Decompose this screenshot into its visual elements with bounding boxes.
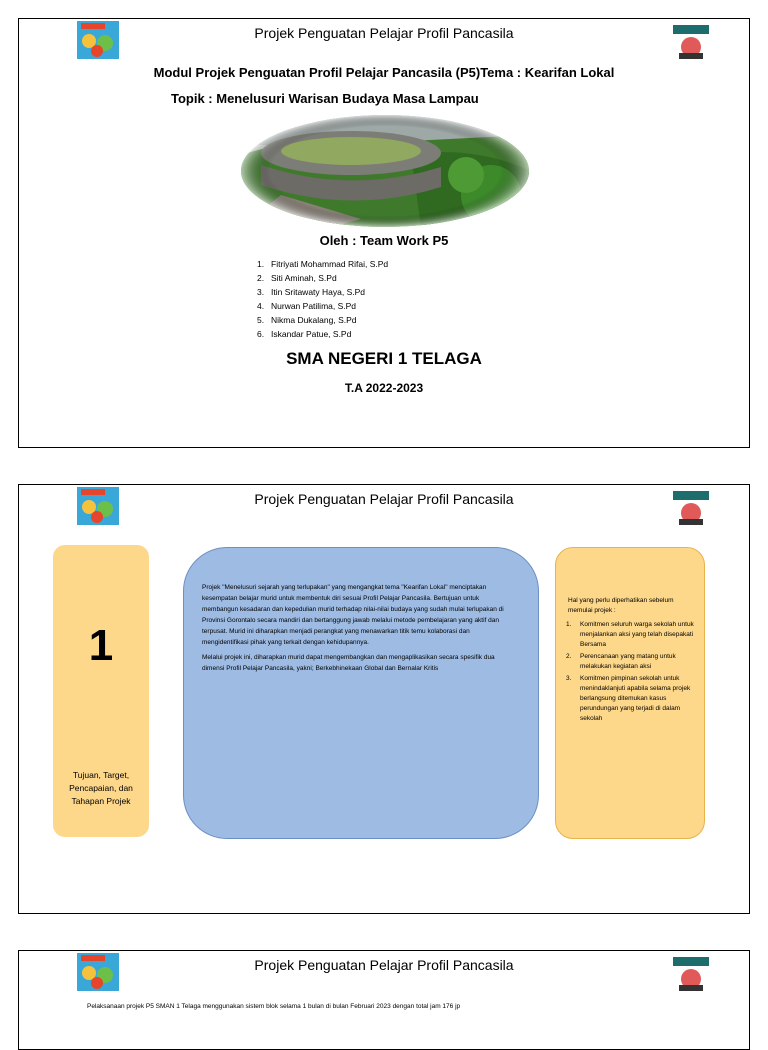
team-list [257,257,388,341]
list-item: 2. Siti Aminah, S.Pd [257,273,337,283]
p5-logo [673,957,709,993]
p5-logo [673,491,709,527]
p5-logo [673,25,709,61]
list-item: 4. Nurwan Patilima, S.Pd [257,301,357,311]
description-paragraph: Melalui projek ini, diharapkan murid dapat mengembangkan dan mengaplikasikan secara spesifik dua dimensi Profil Pelajar Pancasila, yakni; Berkebhinekaan Global dan Bernalar Kritis [202,654,495,672]
section-number-box [53,545,149,837]
project-description-box [183,547,539,839]
considerations-box [555,547,705,839]
topic-title: Topik : Menelusuri Warisan Budaya Masa Lampau [171,91,479,106]
list-item: 6. Iskandar Patue, S.Pd [257,329,352,339]
list-item: 2. Perencanaan yang matang untuk melakukan kegiatan aksi [566,653,676,670]
considerations-list [566,620,694,726]
list-item: 5. Nikma Dukalang, S.Pd [257,315,357,325]
list-item: 1. Komitmen seluruh warga sekolah untuk menjalankan aksi yang telah disepakati Bersama [566,621,694,648]
header-title: Projek Penguatan Pelajar Profil Pancasila [254,25,514,41]
header-title: Projek Penguatan Pelajar Profil Pancasila [254,491,514,507]
list-item: 3. Itin Sritawaty Haya, S.Pd [257,287,366,297]
module-title: Modul Projek Penguatan Profil Pelajar Pancasila (P5)Tema : Kearifan Lokal [153,65,615,80]
list-item: 1. Fitriyati Mohammad Rifai, S.Pd [257,259,389,269]
section-number: 1 [88,621,114,670]
slide-schedule [18,950,750,1050]
school-name: SMA NEGERI 1 TELAGA [286,349,482,368]
description-paragraph: Projek "Menelusuri sejarah yang terlupakan" yang mengangkat tema "Kearifan Lokal" menciptakan kesempatan belajar murid untuk membentuk diri sesuai Profil Pelajar Pancasila. Bertujuan untuk membangun kesadaran dan kepedulian murid terhadap nilai-nilai budaya yang sudah mulai terlupakan di Provinsi Gorontalo secara mandiri dan bertanggung jawab melalui metode pembelajaran yang aktif dan terpusat. Murid ini diharapkan menjadi perangkat yang menawarkan titik temu kolaborasi dan mengidentifikasi pihak yang terkait dengan kehidupannya. [202,584,504,646]
heritage-site-photo [241,115,529,227]
academic-year: T.A 2022-2023 [344,381,424,395]
section-label: Tujuan, Target, Pencapaian, dan Tahapan Projek [69,770,133,806]
authors-heading: Oleh : Team Work P5 [319,233,449,248]
slide-cover [18,18,750,448]
schedule-note: Pelaksanaan projek P5 SMAN 1 Telaga menggunakan sistem blok selama 1 bulan di bulan Februari 2023 dengan total jam 176 jp [87,1003,461,1010]
header-title: Projek Penguatan Pelajar Profil Pancasila [254,957,514,973]
considerations-heading: Hal yang perlu diperhatikan sebelum memulai projek : [568,597,674,614]
list-item: 3. Komitmen pimpinan sekolah untuk menindaklanjuti apabila selama projek berlangsung ditemukan kasus perundungan yang terjadi di dalam sekolah [566,675,691,722]
slide-objectives [18,484,750,914]
